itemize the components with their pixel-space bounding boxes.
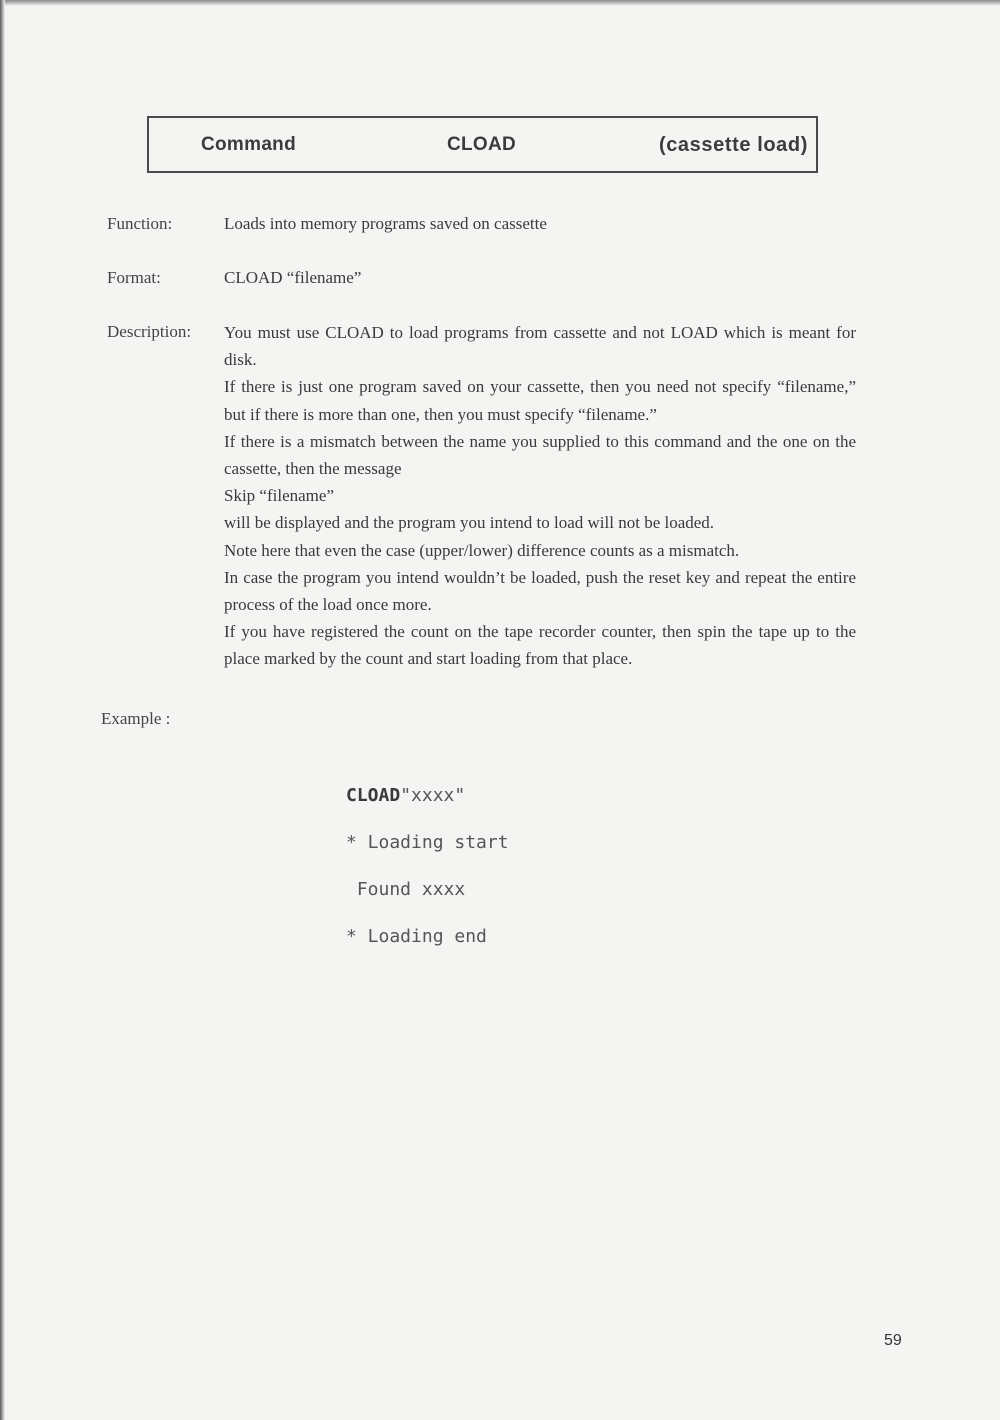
function-label: Function: bbox=[107, 214, 173, 233]
code-line bbox=[346, 831, 509, 855]
code-text: Found xxxx bbox=[346, 878, 466, 900]
description-body bbox=[224, 319, 856, 673]
description-paragraph: Note here that even the case (upper/lower) difference counts as a mismatch. bbox=[224, 540, 740, 560]
description-label: Description: bbox=[107, 322, 192, 341]
page-edge-left bbox=[0, 0, 5, 1420]
page-edge-top bbox=[0, 0, 1000, 6]
description-paragraph: You must use CLOAD to load programs from cassette and not LOAD which is meant for disk. bbox=[224, 323, 856, 370]
description-paragraph: If there is just one program saved on your cassette, then you need not specify “filename,” but if there is more than one, then you must specify “filename.” bbox=[224, 377, 856, 424]
code-line bbox=[346, 784, 509, 808]
description-paragraph: If you have registered the count on the tape recorder counter, then spin the tape up to the place marked by the count and start loading from that place. bbox=[224, 622, 856, 669]
description-paragraph: Skip “filename” bbox=[224, 486, 334, 506]
format-text: CLOAD “filename” bbox=[224, 268, 362, 287]
code-line bbox=[346, 878, 509, 902]
command-label: Command bbox=[201, 134, 296, 155]
page-number: 59 bbox=[884, 1332, 902, 1349]
code-text: * Loading end bbox=[346, 925, 487, 947]
description-paragraph: will be displayed and the program you intend to load will not be loaded. bbox=[224, 513, 715, 533]
code-text: "xxxx" bbox=[400, 784, 466, 806]
description-paragraph: In case the program you intend wouldn’t be loaded, push the reset key and repeat the entire process of the load once more. bbox=[224, 567, 856, 615]
code-line bbox=[346, 925, 509, 949]
function-text: Loads into memory programs saved on cassette bbox=[224, 214, 547, 233]
code-command: CLOAD bbox=[346, 784, 401, 806]
description-paragraph: If there is a mismatch between the name you supplied to this command and the one on the cassette, then the message bbox=[224, 431, 856, 479]
command-header-box bbox=[147, 116, 818, 173]
format-label: Format: bbox=[107, 268, 161, 287]
example-code-block bbox=[346, 760, 509, 972]
example-label: Example : bbox=[101, 709, 171, 728]
command-name: CLOAD bbox=[447, 134, 517, 155]
command-description: (cassette load) bbox=[658, 134, 808, 156]
code-text: * Loading start bbox=[346, 831, 509, 853]
